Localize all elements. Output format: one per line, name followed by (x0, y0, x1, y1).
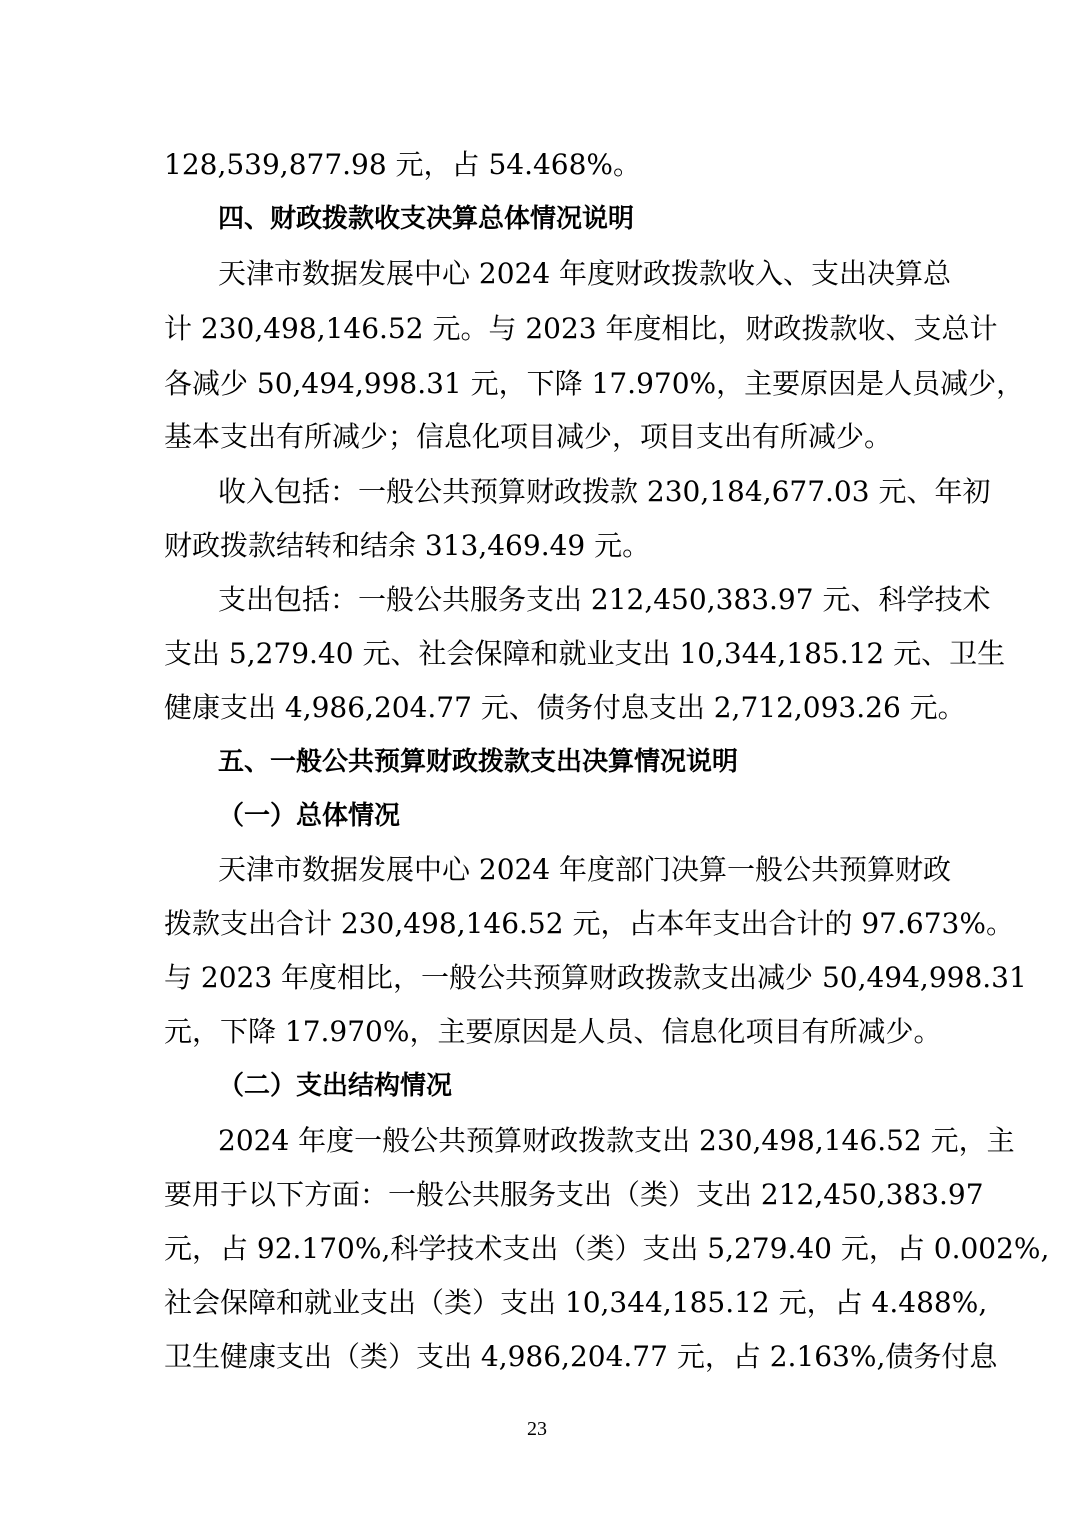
text-line: 天津市数据发展中心 2024 年度部门决算一般公共预算财政 (218, 853, 952, 886)
text-line: 2024 年度一般公共预算财政拨款支出 230,498,146.52 元，主 (218, 1124, 1015, 1157)
subsection-heading: （二）支出结构情况 (218, 1071, 453, 1101)
text-line: 支出包括：一般公共服务支出 212,450,383.97 元、科学技术 (218, 583, 991, 616)
text-line: 财政拨款结转和结余 313,469.49 元。 (164, 529, 651, 562)
text-line: 天津市数据发展中心 2024 年度财政拨款收入、支出决算总 (218, 257, 952, 290)
text-line: 128,539,877.98 元，占 54.468%。 (164, 148, 642, 181)
text-line: 基本支出有所减少；信息化项目减少，项目支出有所减少。 (164, 420, 893, 453)
text-line: 元，占 92.170%,科学技术支出（类）支出 5,279.40 元，占 0.002%, (164, 1232, 1050, 1265)
text-line: 各减少 50,494,998.31 元，下降 17.970%，主要原因是人员减少， (164, 367, 1025, 400)
text-line: 支出 5,279.40 元、社会保障和就业支出 10,344,185.12 元、卫生 (164, 637, 1006, 670)
text-line: 计 230,498,146.52 元。与 2023 年度相比，财政拨款收、支总计 (164, 312, 998, 345)
page-number: 23 (527, 1418, 547, 1440)
section-heading: 五、一般公共预算财政拨款支出决算情况说明 (218, 747, 739, 777)
text-line: 卫生健康支出（类）支出 4,986,204.77 元，占 2.163%,债务付息 (164, 1340, 998, 1373)
text-line: 与 2023 年度相比，一般公共预算财政拨款支出减少 50,494,998.31 (164, 961, 1027, 994)
text-line: 收入包括：一般公共预算财政拨款 230,184,677.03 元、年初 (218, 475, 991, 508)
text-line: 健康支出 4,986,204.77 元、债务付息支出 2,712,093.26 元。 (164, 691, 966, 724)
section-heading: 四、财政拨款收支决算总体情况说明 (218, 204, 635, 234)
subsection-heading: （一）总体情况 (218, 801, 401, 831)
text-line: 元，下降 17.970%，主要原因是人员、信息化项目有所减少。 (164, 1015, 942, 1048)
text-line: 拨款支出合计 230,498,146.52 元，占本年支出合计的 97.673%。 (164, 907, 1014, 940)
text-line: 要用于以下方面：一般公共服务支出（类）支出 212,450,383.97 (164, 1178, 984, 1211)
text-line: 社会保障和就业支出（类）支出 10,344,185.12 元，占 4.488%, (164, 1286, 988, 1319)
